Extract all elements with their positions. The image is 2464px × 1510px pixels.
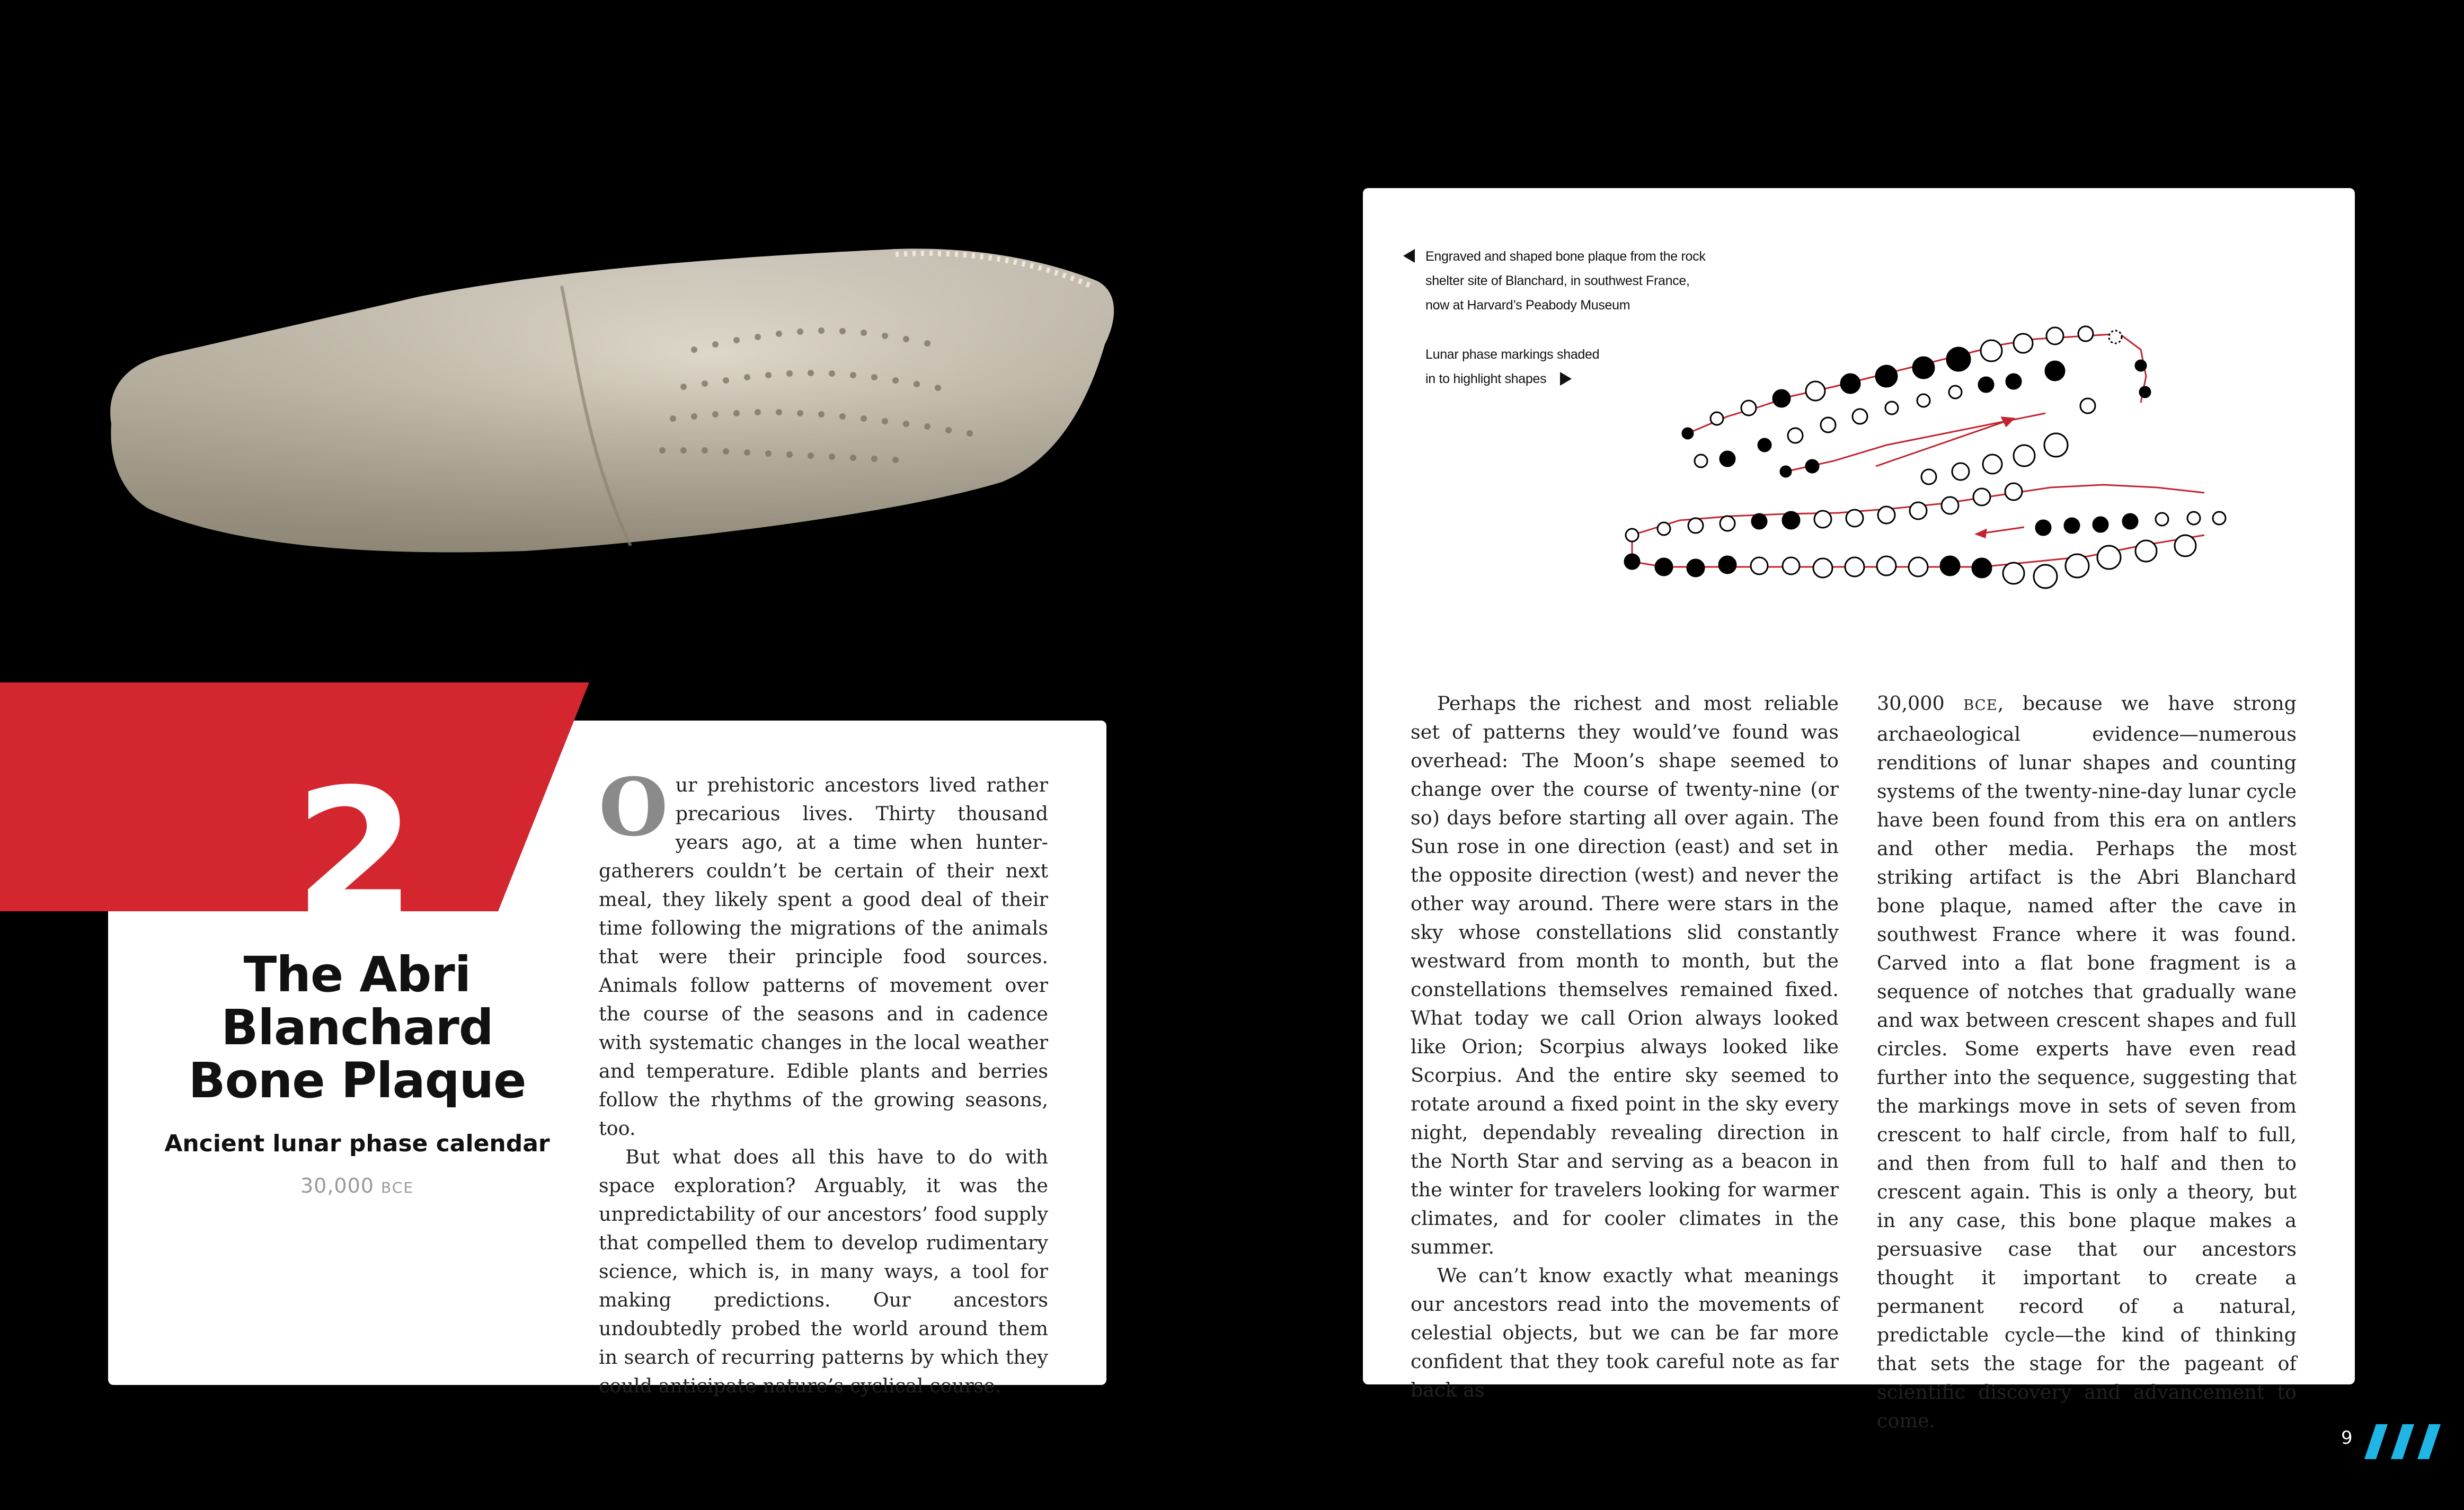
diagram-caption-line: in to highlight shapes (1425, 371, 1547, 386)
right-pointer-icon (1560, 372, 1572, 386)
chapter-subtitle: Ancient lunar phase calendar (164, 1130, 550, 1157)
chapter-title (108, 948, 606, 1107)
chapter-title-block (108, 948, 606, 1197)
body-column-1 (599, 761, 1048, 1400)
body-column-2 (1411, 689, 1839, 1405)
col1-paragraph-1: ur prehistoric ancestors lived rather precarious lives. Thirty thousand years ago, at a time when hunter-gatherers couldn’t be certain of their next meal, they likely spent a good deal of their time following the migrations of the animals that were their principle food sources. Animals follow patterns of movement over the course of the seasons and in cadence with systematic changes in the local weather and temperature. Edible plants and berries follow the rhythms of the growing seasons, too. (599, 774, 1048, 1140)
diagram-caption (1425, 342, 1616, 391)
col1-paragraph-2: But what does all this have to do with space exploration? Arguably, it was the unpredictability of our ancestors’ food supply that compelled them to develop rudimentary science, which is, in many ways, a tool for making predictions. Our ancestors undoubtedly probed the world around them in search of recurring patterns by which they could anticipate nature’s cyclical course. (599, 1145, 1048, 1397)
page-number: 9 (2341, 1427, 2353, 1449)
chapter-number: 2 (294, 751, 416, 916)
col3-year: 30,000 (1877, 692, 1945, 715)
bone-plaque-photo (101, 233, 1123, 572)
col2-paragraph-2: We can’t know exactly what meanings our ancestors read into the movements of celestial objects, but we can be far more confident that they took careful note as far back as (1411, 1264, 1839, 1401)
left-pointer-icon (1403, 249, 1415, 263)
col3-paragraph-1: , because we have strong archaeological evidence—numerous renditions of lunar shapes and counting systems of the twenty-nine-day lunar cycle have been found from this era on antlers and other media. Perhaps the most striking artifact is the Abri Blanchard bone plaque, named after the cave in southwest France where it was found. Carved into a flat bone fragment is a sequence of notches that gradually wane and wax between crescent shapes and full circles. Some experts have even read further into the sequence, suggesting that the markings move in sets of seven from crescent to half circle, from half to full, and then from full to half and then to crescent again. This is only a theory, but in any case, this bone plaque makes a persuasive case that our ancestors thought it important to create a permanent record of a natural, predictable cycle—the kind of thinking that sets the stage for the pageant of scientific discovery and advancement to come. (1877, 692, 2297, 1432)
diagram-caption-line: Lunar phase markings shaded (1425, 347, 1600, 362)
chapter-title-line2: Bone Plaque (188, 1052, 526, 1109)
section-slashes-icon (2364, 1423, 2449, 1460)
lunar-phase-diagram (1611, 313, 2236, 609)
drop-cap: O (599, 761, 668, 854)
photo-caption-line: shelter site of Blanchard, in southwest France, (1425, 273, 1690, 288)
date-number: 30,000 (300, 1174, 374, 1197)
chapter-date (108, 1174, 606, 1197)
body-column-3 (1877, 689, 2297, 1435)
photo-caption-line: now at Harvard’s Peabody Museum (1425, 298, 1630, 313)
col2-paragraph-1: Perhaps the richest and most reliable set of patterns they would’ve found was overhead: The Moon’s shape seemed to change over the course of twenty-nine (or so) days before starting all over again. The Sun rose in one direction (east) and set in the opposite direction (west) and never the other way around. There were stars in the sky whose constellations slid constantly westward from month to month, but the constellations themselves remained fixed. What today we call Orion always looked like Orion; Scorpius always looked like Scorpius. And the entire sky seemed to rotate around a fixed point in the sky every night, dependably revealing direction in the North Star and serving as a beacon in the winter for travelers looking for warmer climates, and for cooler climates in the summer. (1411, 692, 1839, 1258)
photo-caption-line: Engraved and shaped bone plaque from the rock (1425, 249, 1706, 264)
chapter-title-line1: The Abri Blanchard (221, 946, 493, 1056)
col3-era: BCE (1963, 697, 1998, 714)
direction-arrowhead-2 (1976, 530, 1986, 537)
date-era: BCE (381, 1179, 414, 1196)
direction-arrowhead (2002, 418, 2014, 426)
moon-markings (1625, 326, 2226, 588)
photo-caption (1425, 244, 1722, 317)
